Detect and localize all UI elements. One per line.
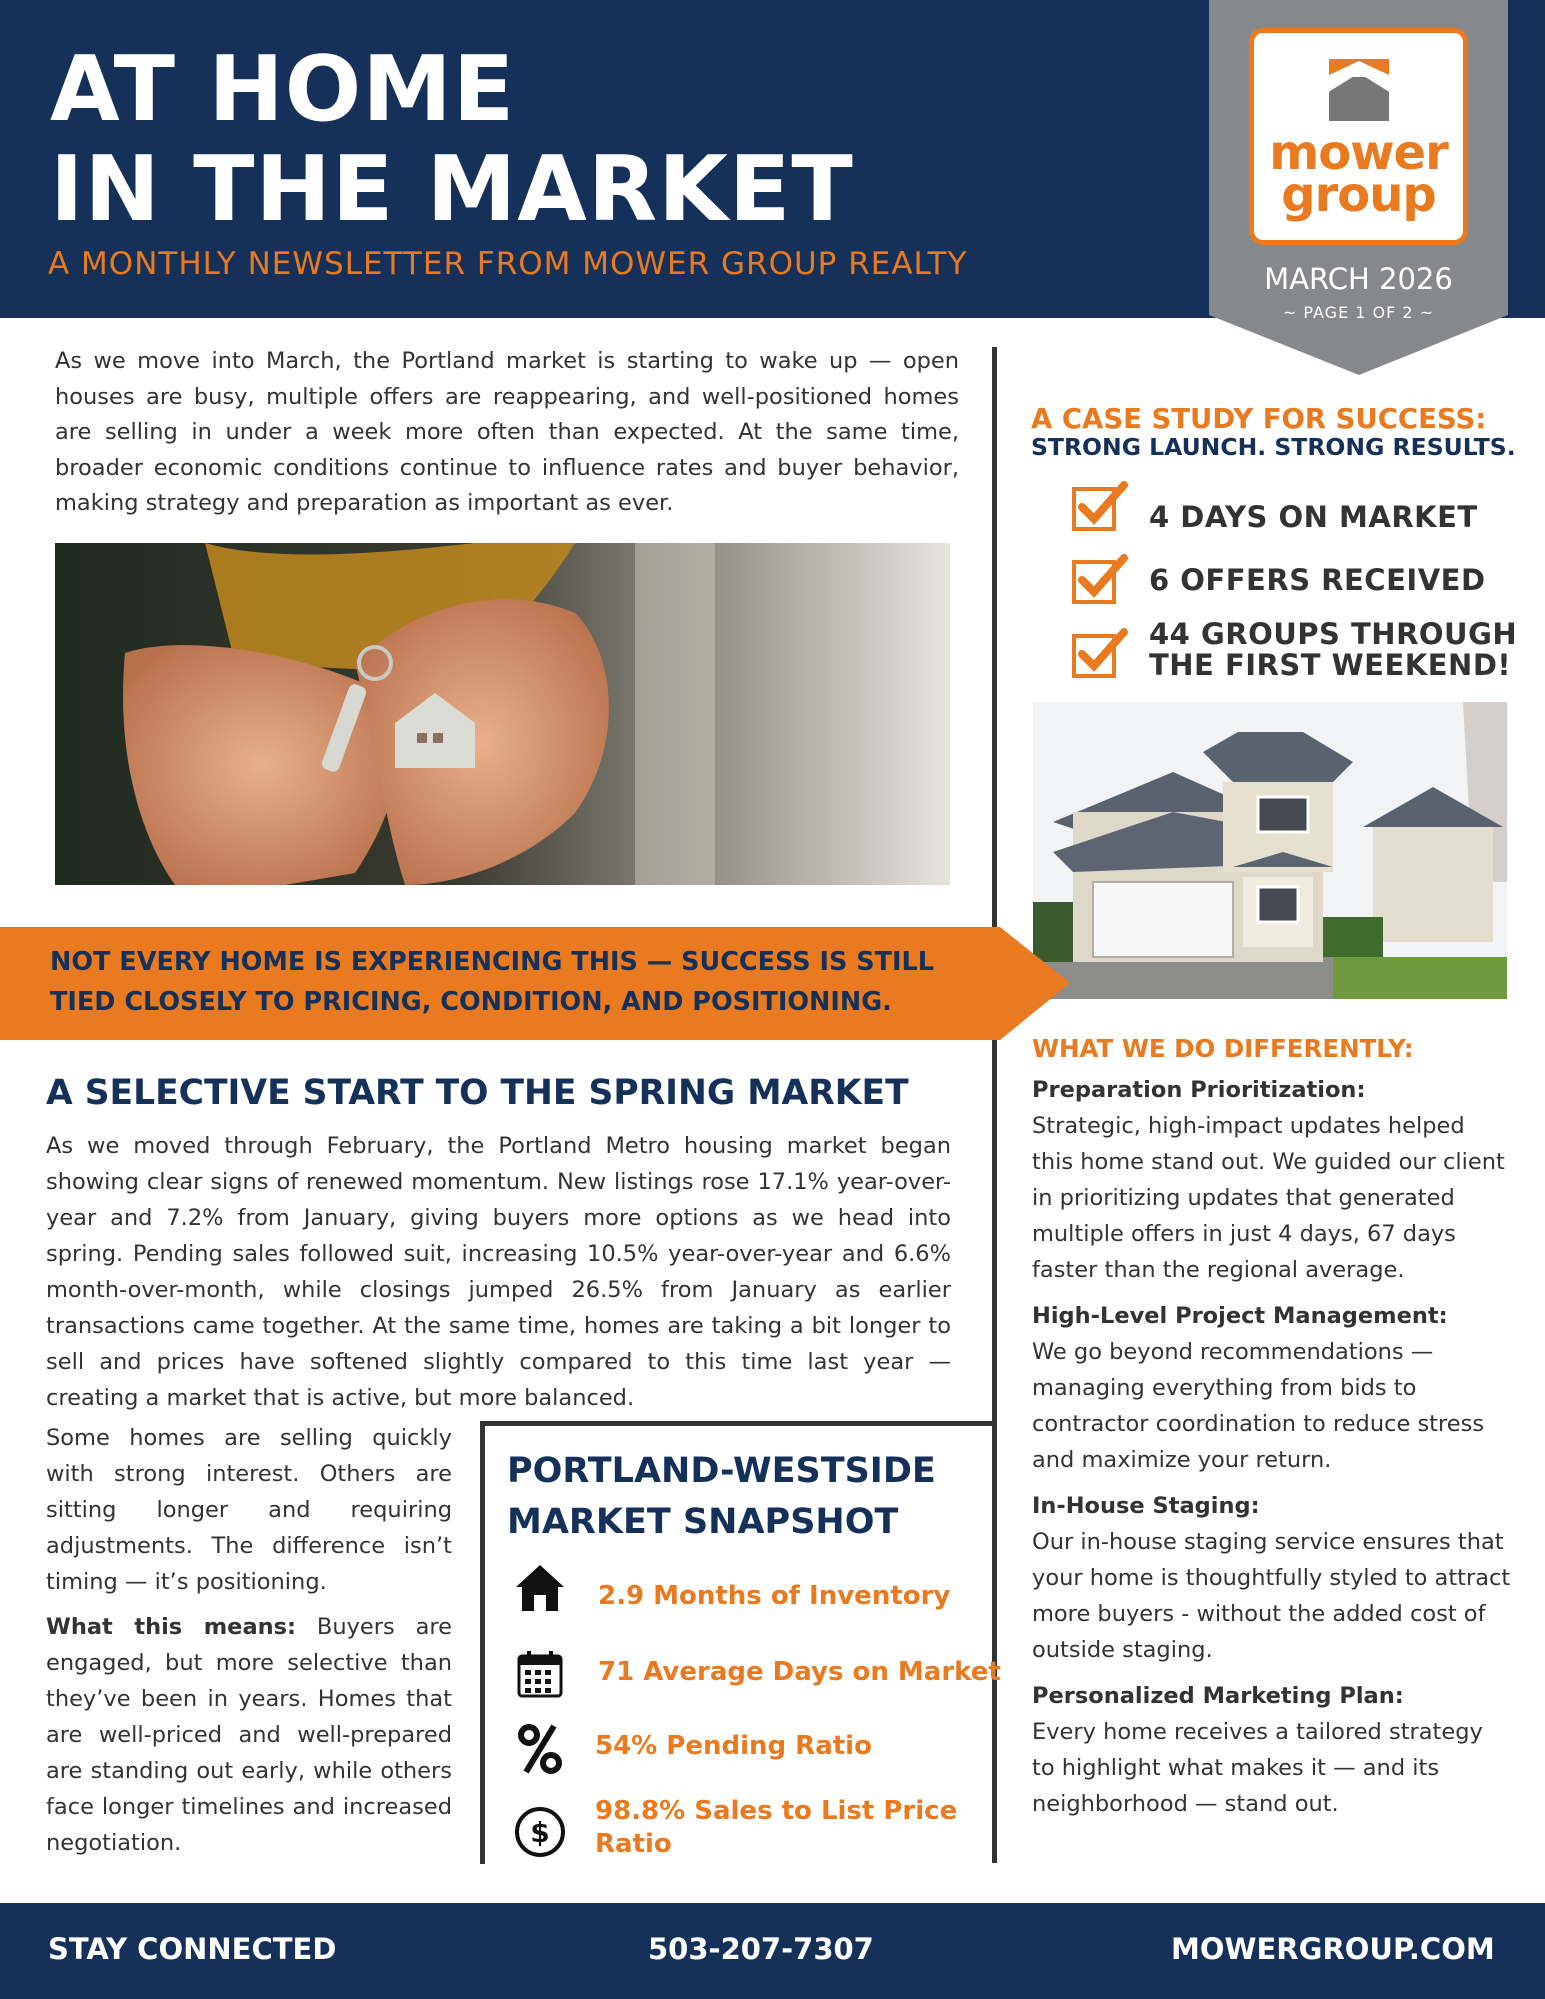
left-column-text — [46, 1420, 452, 1870]
snapshot-item-sales-to-list — [595, 1795, 957, 1861]
issue-date: MARCH 2026 — [1264, 262, 1453, 296]
title-line-2: IN THE MARKET — [50, 137, 854, 242]
mower-group-logo — [1249, 28, 1468, 245]
snapshot-title — [507, 1446, 977, 1548]
logo-word-group: group — [1281, 167, 1436, 223]
roof-logo-icon — [1327, 55, 1391, 121]
footer-phone-link[interactable]: 503-207-7307 — [648, 1932, 874, 1966]
column-divider — [992, 347, 997, 1863]
snapshot-box-top-border — [480, 1421, 997, 1426]
differently-text: Our in-house staging service ensures that your home is thoughtfully styled to attract more buyers - without the added cost of outside staging. — [1032, 1529, 1511, 1663]
snapshot-title-line-1: PORTLAND-WESTSIDE — [507, 1451, 936, 1491]
newsletter-subtitle: A MONTHLY NEWSLETTER FROM MOWER GROUP REALTY — [48, 246, 968, 282]
market-paragraph: As we moved through February, the Portland Metro housing market began showing clear signs of renewed momentum. New listings rose 17.1% year-over-year and 7.2% from January, giving buyers more options as we head into spring. Pending sales followed suit, increasing 10.5% year-over-year and 6.6% month-over-month, while closings jumped 26.5% from January as earlier transactions came together. At the same time, homes are taking a bit longer to sell and prices have softened slightly compared to this time last year — creating a market that is active, but more balanced. — [46, 1133, 951, 1411]
sales-to-list-line-2: Ratio — [595, 1829, 672, 1859]
differently-text: We go beyond recommendations — managing everything from bids to contractor coordination to reduce stress and maximize your return. — [1032, 1339, 1485, 1473]
svg-text:$: $ — [530, 1816, 550, 1849]
footer-stay-connected: STAY CONNECTED — [48, 1932, 337, 1966]
checkbox-check-icon — [1070, 552, 1130, 608]
snapshot-title-line-2: MARKET SNAPSHOT — [507, 1502, 899, 1542]
house-icon — [514, 1563, 566, 1613]
snapshot-item-pending-ratio: 54% Pending Ratio — [595, 1731, 872, 1761]
checkbox-check-icon — [1070, 479, 1130, 535]
differently-text: Strategic, high-impact updates helped this home stand out. We guided our client in prioritizing updates that generated multiple offers in just 4 days, 67 days faster than the regional average. — [1032, 1113, 1505, 1283]
differently-heading: Preparation Prioritization: — [1032, 1077, 1366, 1103]
callout-banner-text: NOT EVERY HOME IS EXPERIENCING THIS — SUCCESS IS STILL TIED CLOSELY TO PRICING, CONDITION, AND POSITIONING. — [50, 947, 934, 1017]
differently-heading: In-House Staging: — [1032, 1493, 1260, 1519]
differently-heading: Personalized Marketing Plan: — [1032, 1683, 1404, 1709]
case-study-item: 44 GROUPS THROUGH — [1149, 617, 1518, 651]
case-study-item: THE FIRST WEEKEND! — [1149, 648, 1512, 682]
snapshot-item-inventory: 2.9 Months of Inventory — [598, 1581, 951, 1611]
differently-list — [1032, 1072, 1512, 1832]
intro-paragraph: As we move into March, the Portland market is starting to wake up — open houses are busy, multiple offers are reappearing, and well-positioned homes are selling in under a week more often than expected. At the same time, broader economic conditions continue to influence rates and buyer behavior, making strategy and preparation as important as ever. — [55, 348, 959, 516]
case-study-item: 4 DAYS ON MARKET — [1149, 500, 1478, 534]
title-line-1: AT HOME — [50, 37, 516, 142]
newsletter-title — [50, 37, 1200, 242]
calendar-icon — [516, 1650, 564, 1698]
checkbox-check-icon — [1070, 626, 1130, 682]
snapshot-item-days-on-market: 71 Average Days on Market — [598, 1657, 1001, 1687]
sales-to-list-line-1: 98.8% Sales to List Price — [595, 1796, 958, 1826]
snapshot-box-left-border — [480, 1421, 485, 1864]
case-study-subtitle: STRONG LAUNCH. STRONG RESULTS. — [1031, 433, 1516, 461]
what-this-means-text: Buyers are engaged, but more selective than they’ve been in years. Homes that are well-priced and well-prepared are standing out early, while others face longer timelines and increased negotiation. — [46, 1614, 452, 1856]
differently-title: WHAT WE DO DIFFERENTLY: — [1032, 1034, 1414, 1063]
what-this-means-label: What this means: — [46, 1614, 297, 1640]
case-study-title: A CASE STUDY FOR SUCCESS: — [1031, 403, 1487, 435]
section-heading: A SELECTIVE START TO THE SPRING MARKET — [46, 1073, 909, 1113]
differently-heading: High-Level Project Management: — [1032, 1303, 1448, 1329]
differently-text: Every home receives a tailored strategy to highlight what makes it — and its neighborhood — stand out. — [1032, 1719, 1483, 1817]
hands-holding-keys-photo — [55, 543, 950, 885]
case-study-item: 6 OFFERS RECEIVED — [1149, 563, 1486, 597]
footer-website-link[interactable]: MOWERGROUP.COM — [1171, 1932, 1495, 1966]
dollar-icon — [514, 1806, 566, 1858]
what-this-means-paragraph — [46, 1609, 452, 1861]
logo-word-mower: mower — [1269, 125, 1448, 181]
issue-page: ~ PAGE 1 OF 2 ~ — [1282, 303, 1435, 322]
positioning-paragraph: Some homes are selling quickly with strong interest. Others are sitting longer and requiring adjustments. The difference isn’t timing — it’s positioning. — [46, 1425, 452, 1595]
percent-icon — [518, 1724, 562, 1774]
house-exterior-photo — [1033, 702, 1507, 999]
